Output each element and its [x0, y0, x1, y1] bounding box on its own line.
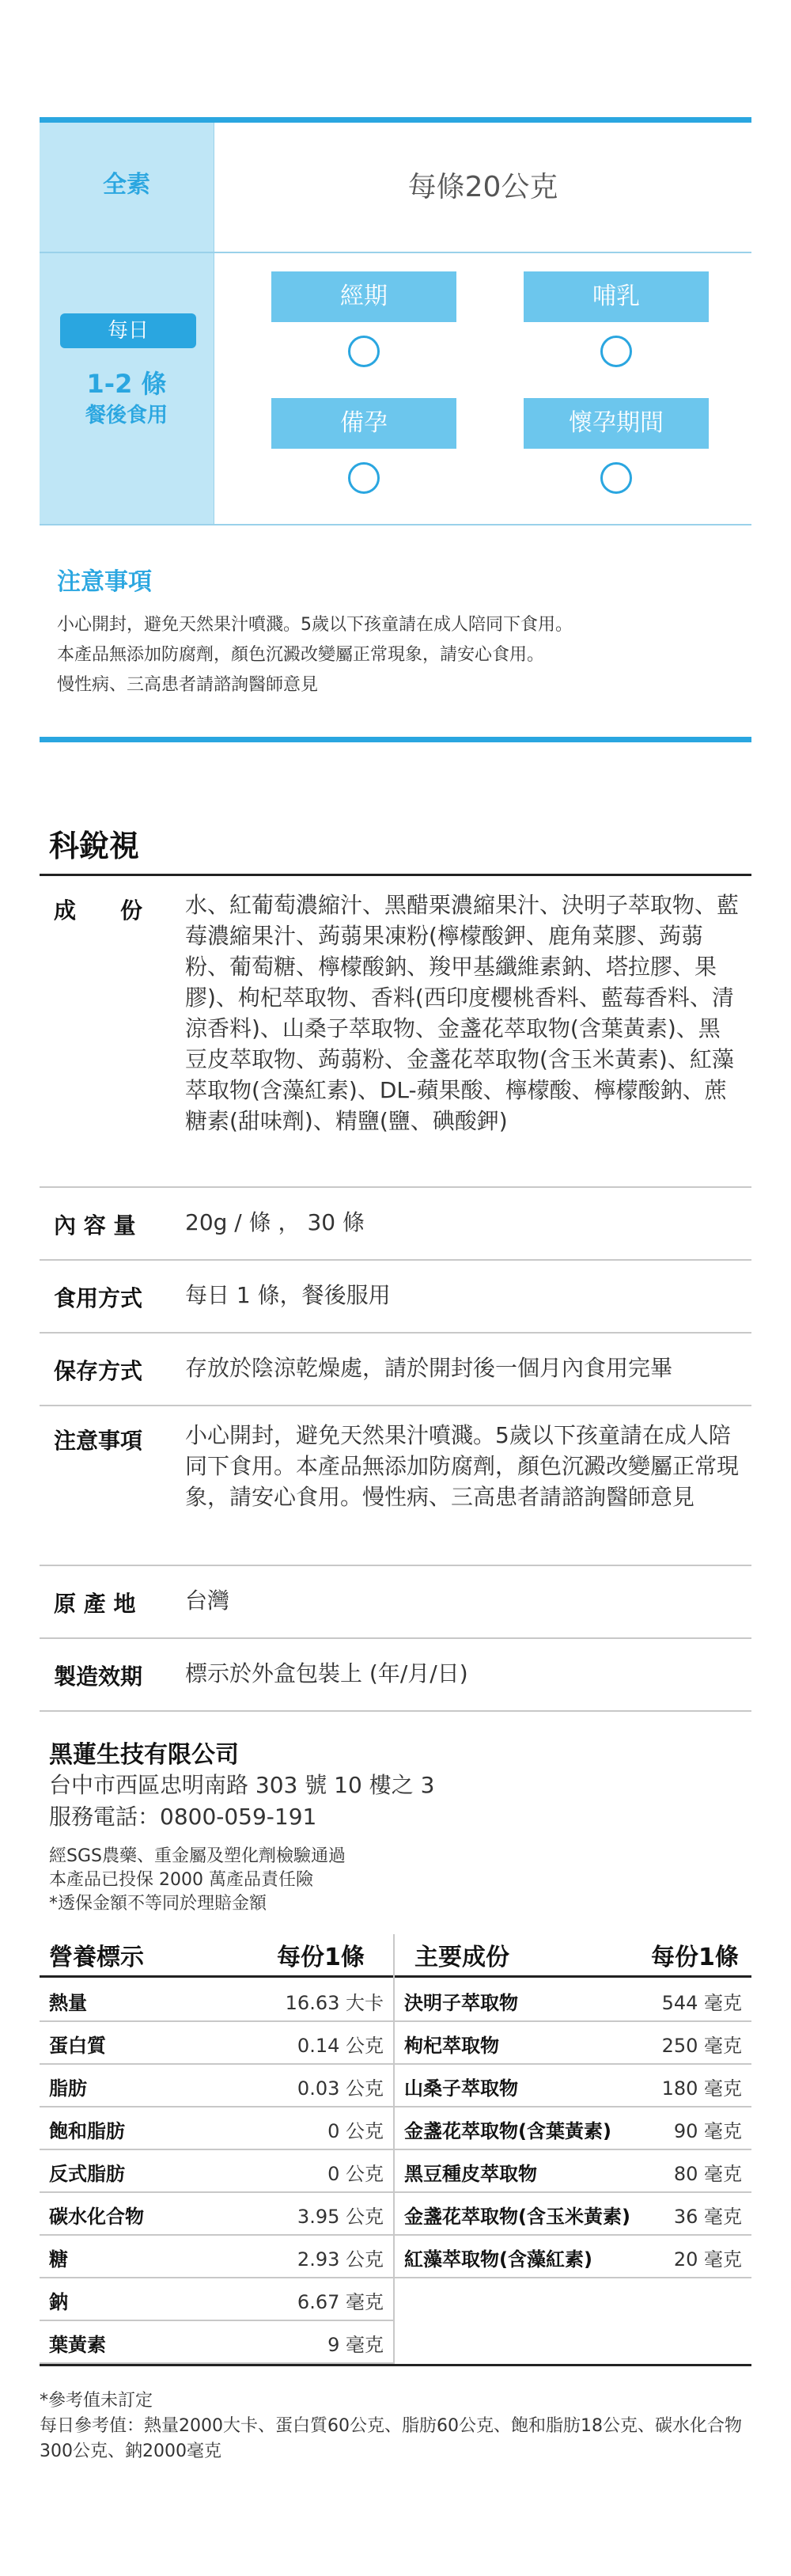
- spec-row-notice: [40, 1406, 751, 1566]
- ingredient-row: [395, 2106, 751, 2150]
- option-breastfeeding: 哺乳: [524, 271, 709, 322]
- spec-value: 小心開封，避免天然果汁噴濺。5歲以下孩童請在成人陪同下食用。本產品無添加防腐劑，顏色沉澱改變屬正常現象，請安心食用。慢性病、三高患者請諮詢醫師意見: [185, 1422, 740, 1510]
- spec-row-net-content: [40, 1188, 751, 1261]
- notice-line: 小心開封，避免天然果汁噴濺。5歲以下孩童請在成人陪同下食用。: [57, 615, 573, 635]
- nutrient-row: [40, 2063, 393, 2107]
- nutrient-row: [40, 2106, 393, 2150]
- company-name: 黑蓮生技有限公司: [49, 1741, 239, 1769]
- nutrient-value: 6.67 毫克: [297, 2291, 384, 2313]
- spec-label: 製造效期: [54, 1664, 143, 1690]
- spec-row-usage: [40, 1261, 751, 1334]
- spec-row-expiry: [40, 1639, 751, 1712]
- ingredient-row: [395, 2149, 751, 2193]
- notice-line: 慢性病、三高患者請諮詢醫師意見: [57, 675, 319, 695]
- spec-row-storage: [40, 1334, 751, 1406]
- daily-reference-note: 每日參考值：熱量2000大卡、蛋白質60公克、脂肪60公克、飽和脂肪18公克、碳水化合物300公克、鈉2000毫克: [40, 2416, 742, 2461]
- card-divider: [40, 252, 751, 253]
- spec-value: 20g / 條 ， 30 條: [185, 1209, 365, 1235]
- nutrient-value: 3.95 公克: [297, 2206, 384, 2228]
- nutrient-value: 0 公克: [327, 2163, 384, 2185]
- spec-row-origin: [40, 1566, 751, 1639]
- nutrient-name: 碳水化合物: [49, 2206, 144, 2228]
- ingredient-value: 90 毫克: [673, 2120, 742, 2142]
- nutrition-title: 營養標示: [49, 1944, 144, 1971]
- ingredient-name: 山桑子萃取物: [404, 2077, 518, 2100]
- vegan-label: 全素: [103, 171, 150, 199]
- main-ingredients-title: 主要成份: [414, 1944, 509, 1971]
- company-note: 經SGS農藥、重金屬及塑化劑檢驗通過: [49, 1846, 346, 1866]
- spec-label: 原 產 地: [54, 1591, 136, 1617]
- card-divider: [40, 524, 751, 525]
- option-breastfeeding-circle-icon: [600, 336, 632, 367]
- nutrient-row: [40, 2149, 393, 2193]
- option-preconception: 備孕: [271, 398, 456, 449]
- ingredient-value: 20 毫克: [673, 2248, 742, 2271]
- nutrient-name: 反式脂肪: [49, 2163, 125, 2185]
- spec-label: 成 份: [54, 897, 143, 924]
- notice-line: 本產品無添加防腐劑，顏色沉澱改變屬正常現象，請安心食用。: [57, 645, 545, 665]
- ingredient-row: [395, 2020, 751, 2065]
- ingredient-name: 紅藻萃取物(含藻紅素): [404, 2248, 592, 2271]
- ingredient-name: 枸杞萃取物: [404, 2035, 499, 2057]
- nutrient-row: [40, 2020, 393, 2065]
- nutrient-row: [40, 2234, 393, 2278]
- spec-label: 注意事項: [54, 1428, 143, 1454]
- nutrient-name: 熱量: [49, 1992, 87, 2014]
- spec-value: 存放於陰涼乾燥處，請於開封後一個月內食用完畢: [185, 1355, 673, 1381]
- usage-card: [40, 117, 751, 742]
- nutrient-value: 9 毫克: [327, 2334, 384, 2356]
- option-preconception-circle-icon: [348, 462, 380, 494]
- nutrient-name: 飽和脂肪: [49, 2120, 125, 2142]
- ingredient-value: 180 毫克: [661, 2077, 742, 2100]
- ingredient-value: 36 毫克: [673, 2206, 742, 2228]
- nutrient-value: 0.03 公克: [297, 2077, 384, 2100]
- nutrient-row: [40, 2320, 393, 2364]
- card-top-border: [40, 117, 751, 123]
- spec-value: 標示於外盒包裝上 (年/月/日): [185, 1660, 468, 1686]
- company-phone: 服務電話：0800-059-191: [49, 1804, 317, 1830]
- nutrition-unit: 每份1條: [277, 1944, 365, 1971]
- ingredient-row: [395, 2063, 751, 2107]
- spec-value: 台灣: [185, 1588, 230, 1614]
- daily-count: 1-2 條: [86, 369, 167, 399]
- nutrient-row: [40, 2277, 393, 2321]
- daily-timing: 餐後食用: [85, 404, 168, 427]
- nutrient-row: [40, 2191, 393, 2236]
- ingredient-row: [395, 2191, 751, 2236]
- nutrient-row: [40, 1978, 393, 2022]
- ingredient-value: 80 毫克: [673, 2163, 742, 2185]
- ingredient-value: 544 毫克: [661, 1992, 742, 2014]
- spec-label: 內 容 量: [54, 1212, 136, 1239]
- nutrient-name: 脂肪: [49, 2077, 87, 2100]
- spec-value: 水、紅葡萄濃縮汁、黑醋栗濃縮果汁、決明子萃取物、藍莓濃縮果汁、蒟蒻果凍粉(檸檬酸鉀、鹿角菜膠、蒟蒻粉、葡萄糖、檸檬酸鈉、羧甲基纖維素鈉、塔拉膠、果膠)、枸杞萃取物、香料(西印度櫻桃香料、藍莓香料、清涼香料)、山桑子萃取物、金盞花萃取物(含葉黃素)、黑豆皮萃取物、蒟蒻粉、金盞花萃取物(含玉米黃素)、紅藻萃取物(含藻紅素)、DL-蘋果酸、檸檬酸、檸檬酸鈉、蔗糖素(甜味劑)、精鹽(鹽、碘酸鉀): [185, 892, 740, 1134]
- ingredient-name: 金盞花萃取物(含玉米黃素): [404, 2206, 630, 2228]
- option-pregnancy: 懷孕期間: [524, 398, 709, 449]
- ingredient-name: 金盞花萃取物(含葉黃素): [404, 2120, 611, 2142]
- nutrient-name: 葉黃素: [49, 2334, 106, 2356]
- nutrient-value: 2.93 公克: [297, 2248, 384, 2271]
- ingredient-row: [395, 2234, 751, 2278]
- nutrient-value: 0 公克: [327, 2120, 384, 2142]
- company-address: 台中市西區忠明南路 303 號 10 樓之 3: [49, 1772, 435, 1798]
- spec-label: 食用方式: [54, 1285, 143, 1311]
- nutrient-value: 16.63 大卡: [285, 1992, 384, 2014]
- option-pregnancy-circle-icon: [600, 462, 632, 494]
- spec-label: 保存方式: [54, 1358, 143, 1384]
- ingredient-row: [395, 1978, 751, 2022]
- footnote: *參考值未訂定: [40, 2391, 153, 2411]
- main-ingredients-unit: 每份1條: [651, 1944, 739, 1971]
- spec-row-ingredients: [40, 876, 751, 1188]
- nutrient-name: 糖: [49, 2248, 68, 2271]
- nutrient-name: 鈉: [49, 2291, 68, 2313]
- ingredient-value: 250 毫克: [661, 2035, 742, 2057]
- nutrient-value: 0.14 公克: [297, 2035, 384, 2057]
- nutrition-bottom-line: [40, 2364, 751, 2366]
- per-unit-weight: 每條20公克: [407, 171, 558, 203]
- card-bottom-border: [40, 737, 751, 742]
- company-note: *透保金額不等同於理賠金額: [49, 1894, 267, 1914]
- nutrient-name: 蛋白質: [49, 2035, 106, 2057]
- option-menstruation-circle-icon: [348, 336, 380, 367]
- brand-title: 科銳視: [49, 829, 140, 863]
- ingredient-name: 決明子萃取物: [404, 1992, 518, 2014]
- spec-value: 每日 1 條，餐後服用: [185, 1282, 391, 1308]
- notice-title: 注意事項: [57, 568, 152, 596]
- company-note: 本產品已投保 2000 萬產品責任險: [49, 1870, 313, 1890]
- option-menstruation: 經期: [271, 271, 456, 322]
- daily-badge: 每日: [60, 313, 196, 348]
- ingredient-name: 黑豆種皮萃取物: [404, 2163, 537, 2185]
